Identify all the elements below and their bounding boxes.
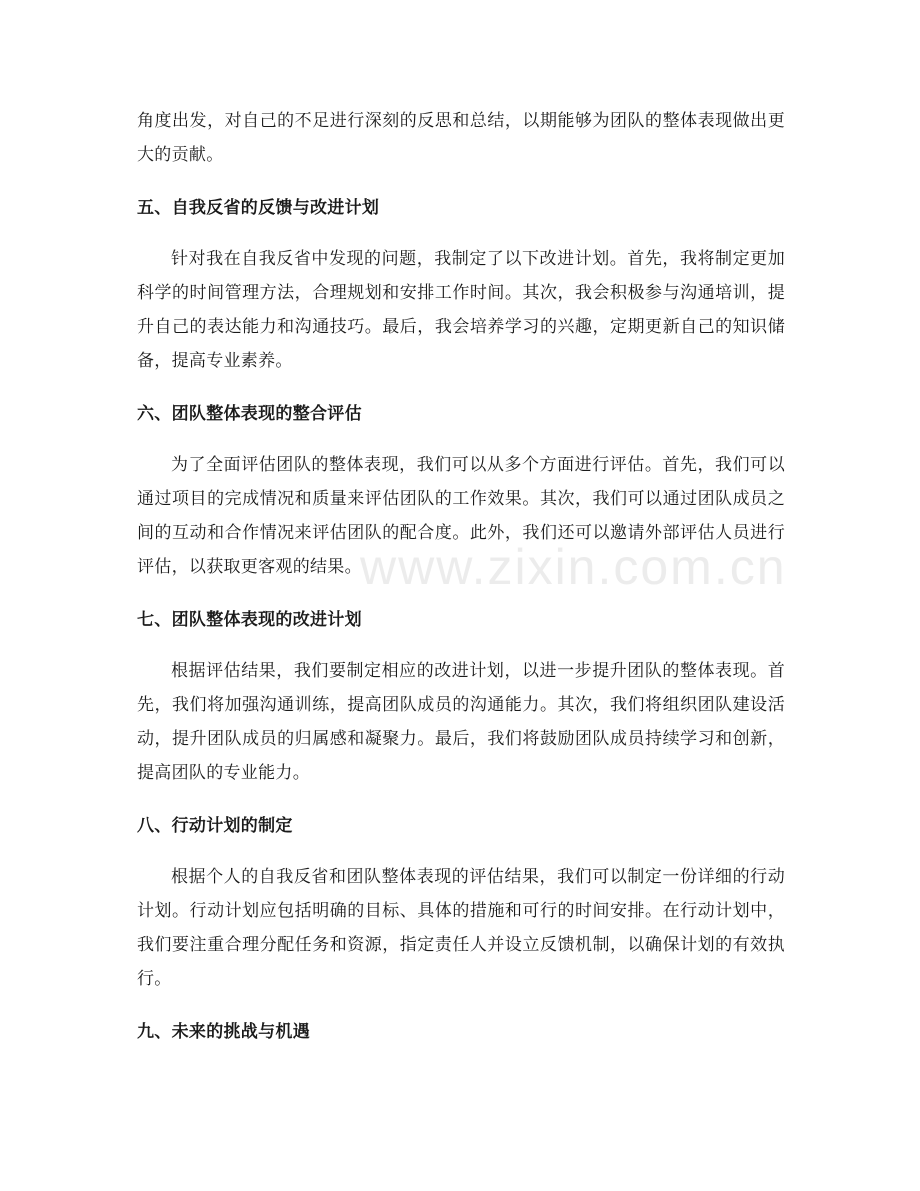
section-7-body: 根据评估结果，我们要制定相应的改进计划，以进一步提升团队的整体表现。首先，我们将加强沟通训练，提高团队成员的沟通能力。其次，我们将组织团队建设活动，提升团队成员的归属感和凝聚力。最后，我们将鼓励团队成员持续学习和创新，提高团队的专业能力。 — [137, 661, 785, 783]
section-7-heading: 七、团队整体表现的改进计划 — [137, 610, 362, 630]
section-8-heading: 八、行动计划的制定 — [137, 816, 293, 836]
section-5-body: 针对我在自我反省中发现的问题，我制定了以下改进计划。首先，我将制定更加科学的时间管理方法，合理规划和安排工作时间。其次，我会积极参与沟通培训，提升自己的表达能力和沟通技巧。最后，我会培养学习的兴趣，定期更新自己的知识储备，提高专业素养。 — [137, 249, 785, 371]
document-page — [137, 104, 785, 1049]
section-5-heading: 五、自我反省的反馈与改进计划 — [137, 198, 380, 218]
section-6-heading: 六、团队整体表现的整合评估 — [137, 404, 362, 424]
section-9-heading: 九、未来的挑战与机遇 — [137, 1022, 310, 1042]
intro-continuation-paragraph: 角度出发，对自己的不足进行深刻的反思和总结，以期能够为团队的整体表现做出更大的贡献。 — [137, 111, 785, 165]
section-6-body: 为了全面评估团队的整体表现，我们可以从多个方面进行评估。首先，我们可以通过项目的完成情况和质量来评估团队的工作效果。其次，我们可以通过团队成员之间的互动和合作情况来评估团队的配合度。此外，我们还可以邀请外部评估人员进行评估，以获取更客观的结果。 — [137, 455, 785, 577]
watermark-text: www.zixin.com.cn — [360, 539, 787, 595]
section-8-body: 根据个人的自我反省和团队整体表现的评估结果，我们可以制定一份详细的行动计划。行动计划应包括明确的目标、具体的措施和可行的时间安排。在行动计划中，我们要注重合理分配任务和资源，指定责任人并设立反馈机制，以确保计划的有效执行。 — [137, 867, 785, 989]
